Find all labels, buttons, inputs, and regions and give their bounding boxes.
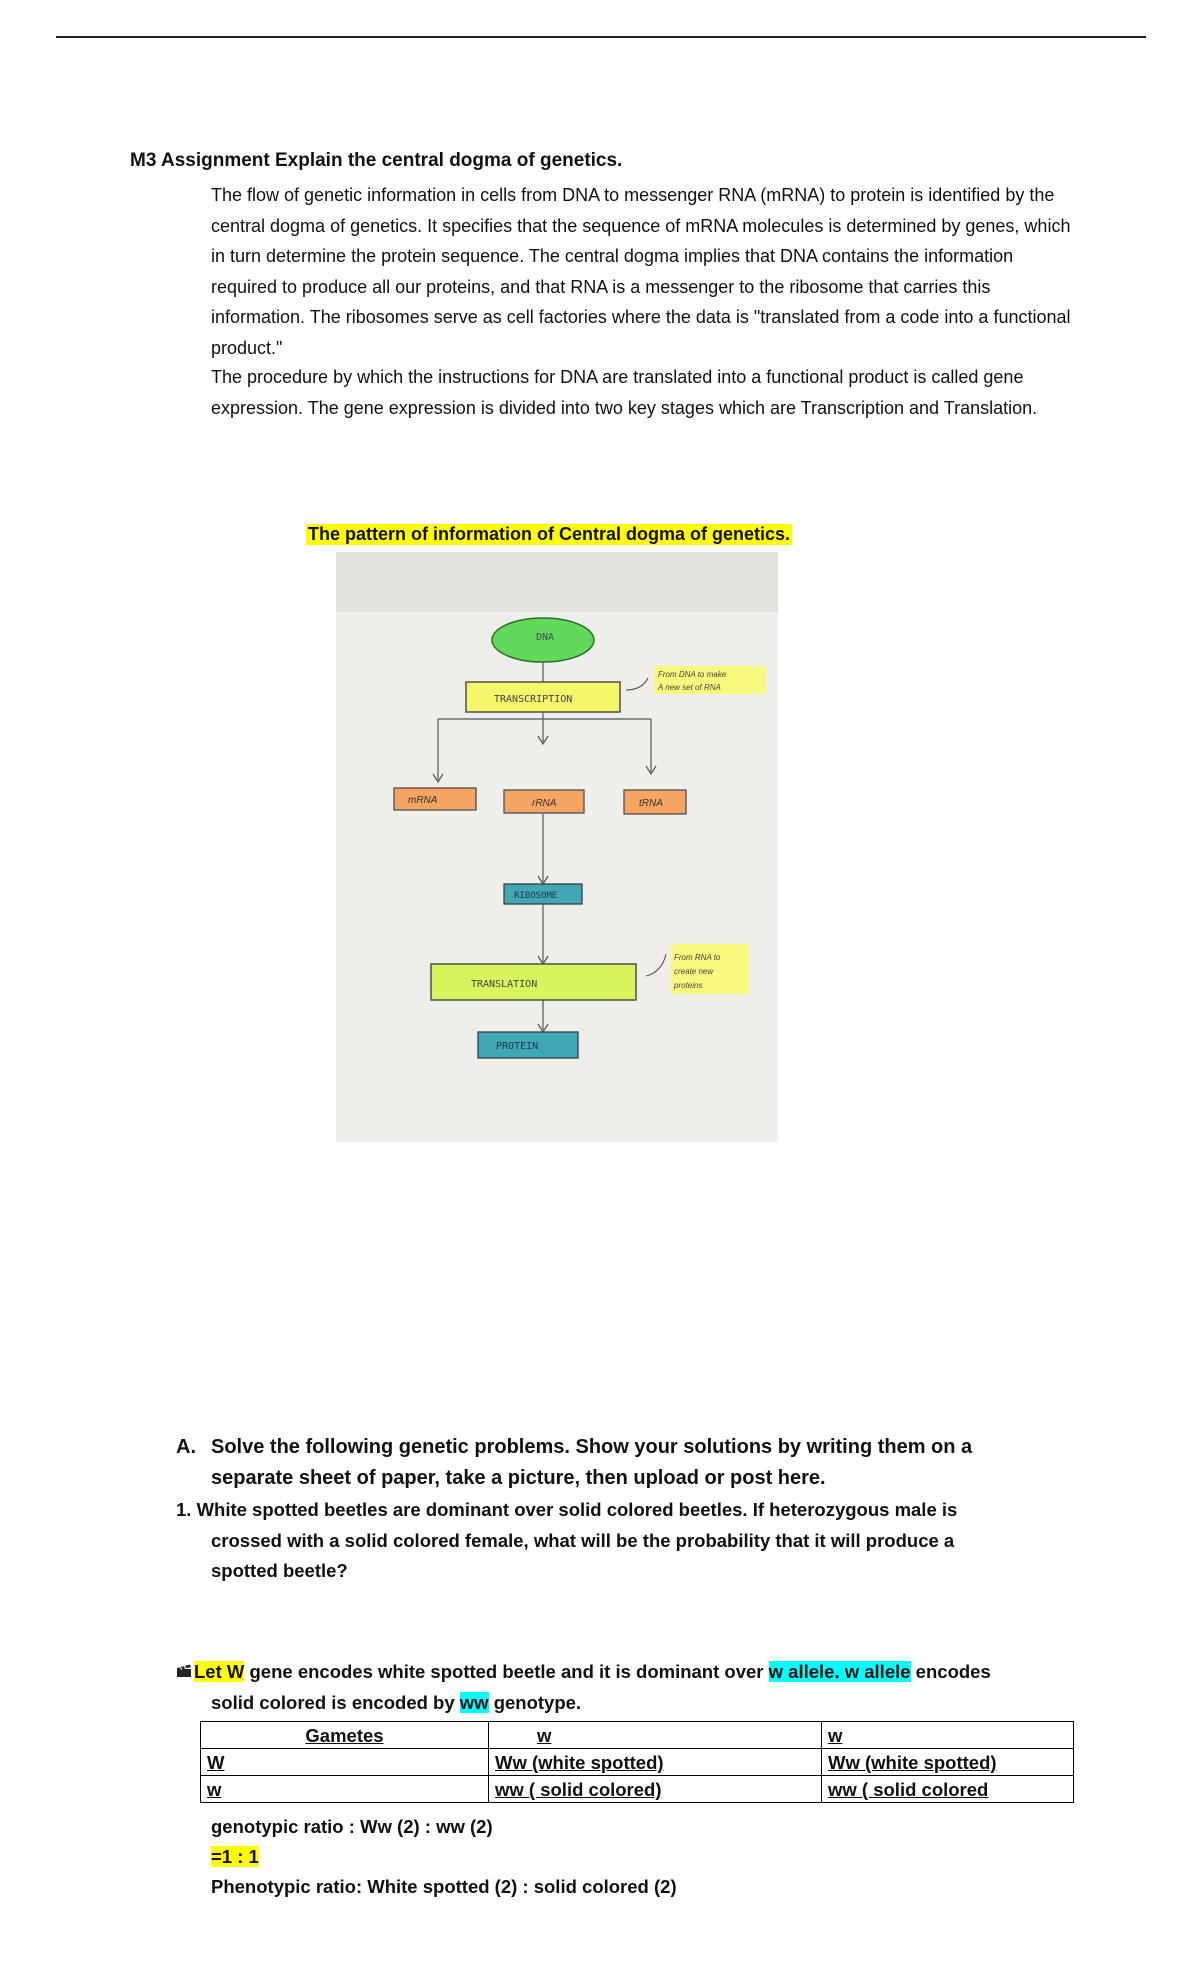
clapper-board-icon <box>176 1659 194 1688</box>
ribosome-label: RIBOSOME <box>514 891 558 901</box>
table-row <box>201 1776 1074 1803</box>
table-cell: w <box>201 1776 489 1803</box>
punnett-square-table <box>200 1721 1074 1803</box>
answer-text-2: encodes <box>910 1661 991 1682</box>
translation-label: TRANSLATION <box>471 979 538 990</box>
central-dogma-photo <box>336 552 778 1142</box>
answer-text-4: genotype. <box>488 1692 582 1713</box>
ratios-block <box>211 1812 677 1902</box>
section-a-text: Solve the following genetic problems. Show your solutions by writing them on a separate sheet of paper, take a picture, then upload or post here. <box>211 1436 973 1489</box>
question-1-line1: 1. White spotted beetles are dominant over solid colored beetles. If heterozygous male is <box>176 1499 958 1520</box>
trna-label: tRNA <box>639 798 663 809</box>
table-cell: ww ( solid colored <box>822 1776 1074 1803</box>
table-cell: Gametes <box>201 1722 489 1749</box>
table-cell: W <box>201 1749 489 1776</box>
protein-label: PROTEIN <box>496 1041 539 1052</box>
note-1-line1: From DNA to make <box>658 670 727 679</box>
answer-text-3: solid colored is encoded by <box>211 1692 460 1713</box>
table-cell: ww ( solid colored) <box>489 1776 822 1803</box>
table-cell: Ww (white spotted) <box>822 1749 1074 1776</box>
section-a-letter: A. <box>176 1436 196 1458</box>
note-1-line2: A new set of RNA <box>658 683 721 692</box>
note-2-line3: proteins <box>674 981 703 990</box>
intro-paragraph-1: The flow of genetic information in cells from DNA to messenger RNA (mRNA) to protein is identified by the central dogma of genetics. It specifies that the sequence of mRNA molecules is determined by genes, which in turn determine the protein sequence. The central dogma implies that DNA contains the information required to produce all our proteins, and that RNA is a messenger to the ribosome that carries this information. The ribosomes serve as cell factories where the data is "translated from a code into a functional product." <box>211 185 1071 358</box>
mrna-label: mRNA <box>408 795 438 806</box>
simplified-ratio: =1 : 1 <box>211 1846 259 1867</box>
question-1-line3: spotted beetle? <box>211 1560 348 1581</box>
note-2-line1: From RNA to <box>674 953 721 962</box>
table-row <box>201 1749 1074 1776</box>
answer-w-allele: w allele. w allele <box>768 1661 911 1682</box>
answer-let-w: Let W <box>194 1661 245 1682</box>
answer-text-1: gene encodes white spotted beetle and it is dominant over <box>244 1661 769 1682</box>
note-2-line2: create new <box>674 967 714 976</box>
answer-paragraph <box>176 1657 1056 1717</box>
header-rule <box>56 36 1146 38</box>
paper-shadow <box>336 552 778 612</box>
answer-ww: ww <box>459 1692 489 1713</box>
question-1 <box>176 1495 1036 1587</box>
intro-paragraph-2: The procedure by which the instructions for DNA are translated into a functional product is called gene expression. The gene expression is divided into two key stages which are Transcription and Translation. <box>211 367 1038 418</box>
table-cell: Ww (white spotted) <box>489 1749 822 1776</box>
genotypic-ratio: genotypic ratio : Ww (2) : ww (2) <box>211 1816 493 1837</box>
dna-label: DNA <box>536 632 555 643</box>
figure-caption: The pattern of information of Central dogma of genetics. <box>308 524 791 544</box>
table-cell: w <box>489 1722 822 1749</box>
phenotypic-ratio: Phenotypic ratio: White spotted (2) : solid colored (2) <box>211 1876 677 1897</box>
transcription-label: TRANSCRIPTION <box>494 694 573 705</box>
table-cell: w <box>822 1722 1074 1749</box>
table-row <box>201 1722 1074 1749</box>
question-1-line2: crossed with a solid colored female, what will be the probability that it will produce a <box>211 1529 955 1551</box>
rrna-label: rRNA <box>532 798 557 809</box>
page-title: M3 Assignment Explain the central dogma of genetics. <box>130 150 623 171</box>
